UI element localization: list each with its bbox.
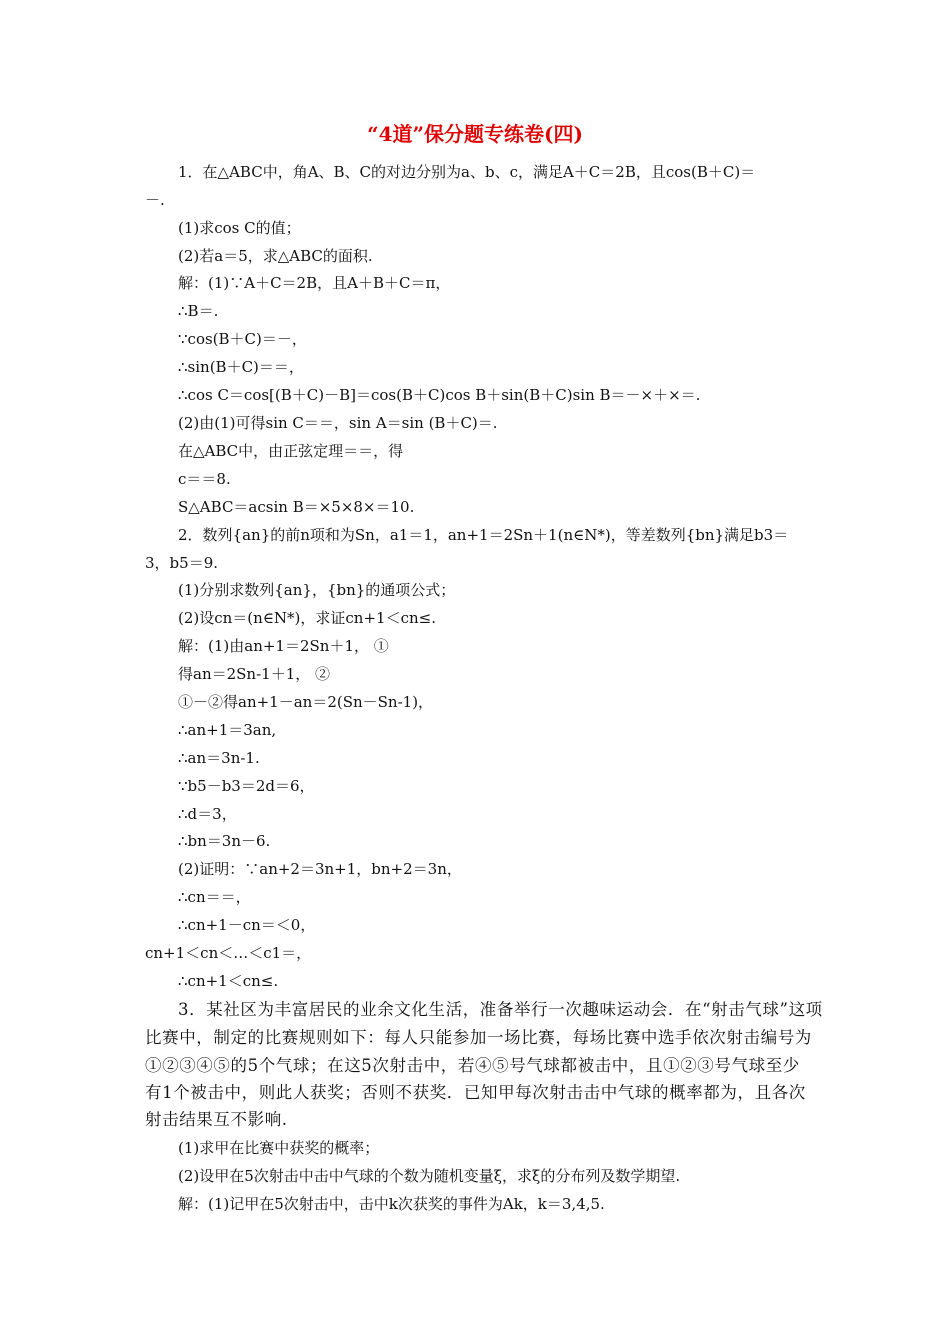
- solution-line: ∴cn+1－cn＝＜0，: [178, 916, 316, 934]
- solution-line: S△ABC＝acsin B＝×5×8×＝10.: [178, 498, 415, 516]
- problem-2-stem: 2．数列{an}的前n项和为Sn，a1＝1，an+1＝2Sn＋1(n∈N*)，等差数列{bn}满足b3＝: [178, 526, 789, 544]
- solution-line: ∴cos C＝cos[(B＋C)－B]＝cos(B＋C)cos B＋sin(B＋C)sin B＝－×＋×＝.: [178, 386, 701, 404]
- solution-line: c＝＝8.: [178, 470, 231, 488]
- solution-line: ∵b5－b3＝2d＝6，: [178, 777, 315, 795]
- solution-line: 解：(1)由an+1＝2Sn＋1， ①: [178, 637, 389, 655]
- solution-line: ∴sin(B＋C)＝＝，: [178, 358, 304, 376]
- problem-3-stem: 3．某社区为丰富居民的业余文化生活，准备举行一次趣味运动会．在“射击气球”这项: [178, 1000, 823, 1019]
- solution-line: (2)证明：∵an+2＝3n+1，bn+2＝3n，: [178, 860, 462, 878]
- problem-3-stem-cont: 射击结果互不影响.: [145, 1110, 288, 1129]
- problem-3-stem-cont: ①②③④⑤的5个气球；在这5次射击中，若④⑤号气球都被击中，且①②③号气球至少: [145, 1056, 800, 1075]
- problem-1-stem-cont: －.: [145, 191, 165, 209]
- problem-2-part-1: (1)分别求数列{an}，{bn}的通项公式；: [178, 581, 456, 599]
- solution-line: ①－②得an+1－an＝2(Sn－Sn-1)，: [178, 693, 434, 711]
- solution-line: ∴cn+1＜cn≤.: [178, 972, 279, 990]
- solution-line: 得an＝2Sn-1＋1， ②: [178, 665, 331, 683]
- solution-line: ∵cos(B＋C)＝－，: [178, 330, 307, 348]
- solution-line: ∴d＝3，: [178, 805, 237, 823]
- problem-1-part-2: (2)若a＝5，求△ABC的面积.: [178, 247, 373, 265]
- problem-3-part-1: (1)求甲在比赛中获奖的概率；: [178, 1139, 380, 1157]
- solution-line: 在△ABC中，由正弦定理＝＝，得: [178, 442, 404, 460]
- problem-3-part-2: (2)设甲在5次射击中击中气球的个数为随机变量ξ，求ξ的分布列及数学期望.: [178, 1167, 681, 1185]
- solution-line: (2)由(1)可得sin C＝＝，sin A＝sin (B＋C)＝.: [178, 414, 498, 432]
- solution-line: ∴bn＝3n－6.: [178, 832, 271, 850]
- page-title: “4道”保分题专练卷(四): [367, 122, 583, 146]
- problem-2-stem-cont: 3，b5＝9.: [145, 554, 219, 572]
- solution-line: ∴B＝.: [178, 302, 219, 320]
- solution-line: ∴an+1＝3an,: [178, 721, 277, 739]
- problem-3-stem-cont: 有1个被击中，则此人获奖；否则不获奖．已知甲每次射击击中气球的概率都为，且各次: [145, 1083, 806, 1102]
- problem-3-stem-cont: 比赛中，制定的比赛规则如下：每人只能参加一场比赛，每场比赛中选手依次射击编号为: [145, 1028, 812, 1047]
- problem-2-part-2: (2)设cn＝(n∈N*)，求证cn+1＜cn≤.: [178, 609, 436, 627]
- solution-line: ∴cn＝＝，: [178, 888, 251, 906]
- solution-line: 解：(1)∵A＋C＝2B，且A＋B＋C＝π，: [178, 274, 451, 292]
- problem-1-part-1: (1)求cos C的值；: [178, 219, 301, 237]
- solution-line: 解：(1)记甲在5次射击中，击中k次获奖的事件为Ak，k＝3,4,5.: [178, 1195, 605, 1213]
- solution-line: ∴an＝3n-1.: [178, 749, 260, 767]
- solution-line: cn+1＜cn＜…＜c1＝，: [145, 944, 312, 962]
- problem-1-stem: 1．在△ABC中，角A、B、C的对边分别为a、b、c，满足A＋C＝2B，且cos(B＋C)＝: [178, 163, 756, 181]
